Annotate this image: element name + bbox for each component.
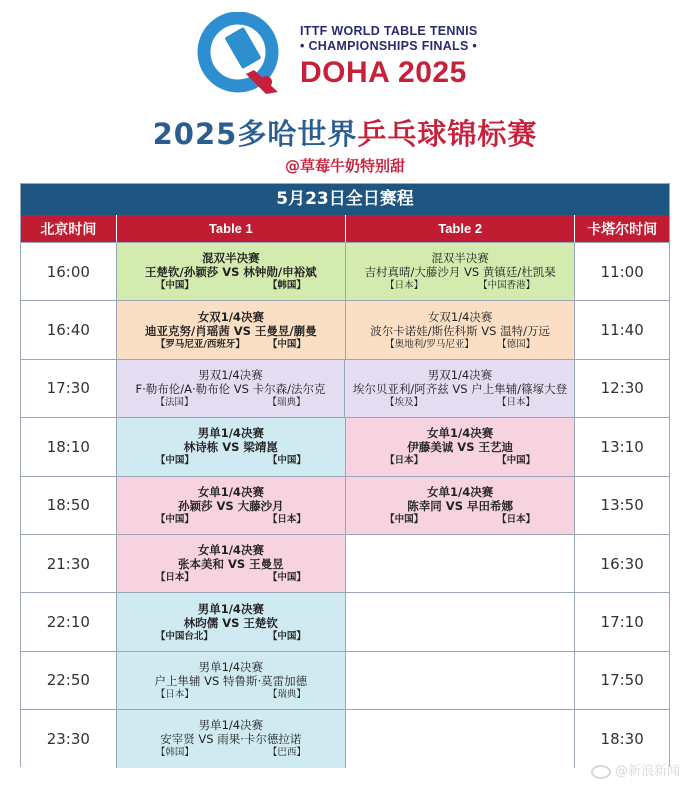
beijing-time: 16:00 xyxy=(21,243,117,300)
country-right: 【中国香港】 xyxy=(478,280,536,292)
match-cell-table-1 xyxy=(117,710,346,767)
title-part-2: 乒乓球锦标赛 xyxy=(357,117,538,151)
match-cell-table-1 xyxy=(117,652,346,709)
qatar-time: 18:30 xyxy=(575,710,669,767)
schedule-row xyxy=(21,359,669,417)
match-countries xyxy=(156,454,306,467)
country-left: 【中国】 xyxy=(155,513,194,525)
watermark xyxy=(591,760,680,779)
schedule-row xyxy=(21,651,669,709)
schedule-table xyxy=(20,183,670,767)
header-qatar-time: 卡塔尔时间 xyxy=(587,221,658,238)
match-cell-table-2 xyxy=(346,243,575,300)
page-title xyxy=(0,112,690,153)
match-countries xyxy=(156,571,306,584)
match-event: 女单1/4决赛 xyxy=(197,543,264,558)
beijing-time: 22:10 xyxy=(21,593,117,650)
match-players: F·勒布伦/A·勒布伦 VS 卡尔森/法尔克 xyxy=(135,381,326,396)
schedule-rows xyxy=(21,242,669,768)
match-event: 男双1/4决赛 xyxy=(427,367,493,382)
match-event: 混双半决赛 xyxy=(202,251,260,266)
country-right: 【韩国】 xyxy=(267,280,306,292)
match-cell-table-2 xyxy=(346,652,575,709)
country-left: 【日本】 xyxy=(385,455,424,467)
beijing-time: 18:50 xyxy=(21,477,117,534)
match-cell-table-2 xyxy=(345,360,575,417)
match-event: 女单1/4决赛 xyxy=(197,484,264,499)
match-players: 埃尔贝亚利/阿齐兹 VS 户上隼辅/篠塚大登 xyxy=(352,381,568,396)
match-countries xyxy=(156,513,306,526)
match-players: 王楚钦/孙颖莎 VS 林钟勋/申裕斌 xyxy=(145,265,317,280)
country-left: 【日本】 xyxy=(385,280,424,292)
match-cell-table-2 xyxy=(346,593,575,650)
beijing-time: 21:30 xyxy=(21,535,117,592)
country-right: 【中国】 xyxy=(267,572,306,584)
match-cell-table-1 xyxy=(117,477,346,534)
schedule-row xyxy=(21,709,669,767)
match-countries xyxy=(385,279,535,292)
match-players: 吉村真晴/大藤沙月 VS 黄镇廷/杜凯琹 xyxy=(364,265,556,280)
schedule-row xyxy=(21,592,669,650)
match-players: 林诗栋 VS 梁靖崑 xyxy=(183,440,278,455)
match-players: 陈幸同 VS 早田希娜 xyxy=(407,498,513,513)
country-right: 【日本】 xyxy=(497,513,536,525)
country-left: 【日本】 xyxy=(155,688,194,700)
match-event: 女单1/4决赛 xyxy=(427,426,494,441)
schedule-row xyxy=(21,534,669,592)
logo-line-3: DOHA 2025 xyxy=(300,56,467,89)
country-left: 【罗马尼亚/西班牙】 xyxy=(155,338,245,350)
match-cell-table-1 xyxy=(117,418,346,475)
country-right: 【中国】 xyxy=(267,630,306,642)
country-right: 【中国】 xyxy=(497,455,536,467)
qatar-time: 11:40 xyxy=(575,301,669,358)
match-players: 户上隼辅 VS 特鲁斯·莫雷加德 xyxy=(154,673,308,688)
match-countries xyxy=(385,513,535,526)
qatar-time: 13:10 xyxy=(575,418,669,475)
logo-text xyxy=(300,24,477,90)
country-left: 【埃及】 xyxy=(384,396,423,408)
match-cell-table-1 xyxy=(117,360,346,417)
country-right: 【瑞典】 xyxy=(267,396,306,408)
weibo-icon xyxy=(591,765,611,779)
country-right: 【巴西】 xyxy=(267,747,306,759)
country-right: 【中国】 xyxy=(267,455,306,467)
qatar-time: 12:30 xyxy=(575,360,669,417)
event-logo xyxy=(196,12,496,98)
match-cell-table-1 xyxy=(117,593,346,650)
schedule-row xyxy=(21,300,669,358)
header-beijing-time: 北京时间 xyxy=(21,215,117,242)
match-event: 混双半决赛 xyxy=(431,251,489,266)
schedule-row xyxy=(21,242,669,300)
title-part-1: 2025多哈世界 xyxy=(152,117,358,151)
match-players: 张本美和 VS 王曼昱 xyxy=(177,557,284,572)
match-cell-table-1 xyxy=(117,535,346,592)
qatar-time: 17:50 xyxy=(575,652,669,709)
country-left: 【中国】 xyxy=(385,513,424,525)
logo-line-2: • CHAMPIONSHIPS FINALS • xyxy=(300,39,478,53)
match-event: 男单1/4决赛 xyxy=(197,426,264,441)
match-event: 男单1/4决赛 xyxy=(197,601,264,616)
schedule-row xyxy=(21,476,669,534)
match-countries xyxy=(385,338,535,351)
match-event: 女单1/4决赛 xyxy=(427,484,494,499)
match-cell-table-2 xyxy=(346,301,575,358)
schedule-row xyxy=(21,417,669,475)
match-cell-table-1 xyxy=(117,243,346,300)
match-countries xyxy=(385,396,535,409)
watermark-text: @新浪新闻 xyxy=(614,764,680,779)
beijing-time: 22:50 xyxy=(21,652,117,709)
match-countries xyxy=(156,338,306,351)
country-left: 【韩国】 xyxy=(155,747,194,759)
match-event: 女双1/4决赛 xyxy=(197,309,264,324)
doha-q-logo-icon xyxy=(196,12,286,98)
country-left: 【日本】 xyxy=(155,572,194,584)
match-players: 迪亚克努/肖瑶茜 VS 王曼昱/蒯曼 xyxy=(145,323,317,338)
match-countries xyxy=(385,454,535,467)
country-right: 【德国】 xyxy=(497,338,536,350)
match-players: 安宰贤 VS 雨果·卡尔德拉诺 xyxy=(160,732,302,747)
match-players: 孙颖莎 VS 大藤沙月 xyxy=(177,498,284,513)
date-banner: 5月23日全日赛程 xyxy=(21,184,669,215)
match-players: 伊藤美诚 VS 王艺迪 xyxy=(407,440,513,455)
beijing-time: 18:10 xyxy=(21,418,117,475)
match-countries xyxy=(156,746,306,759)
match-cell-table-1 xyxy=(117,301,346,358)
qatar-time: 16:30 xyxy=(575,535,669,592)
match-cell-table-2 xyxy=(346,710,575,767)
beijing-time: 23:30 xyxy=(21,710,117,767)
match-cell-table-2 xyxy=(346,535,575,592)
match-countries xyxy=(156,630,306,643)
country-left: 【中国台北】 xyxy=(155,630,213,642)
qatar-time: 13:50 xyxy=(575,477,669,534)
match-cell-table-2 xyxy=(346,418,575,475)
match-players: 林昀儒 VS 王楚钦 xyxy=(183,615,278,630)
country-left: 【法国】 xyxy=(155,396,194,408)
header-table-1: Table 1 xyxy=(117,215,346,242)
country-right: 【中国】 xyxy=(267,338,306,350)
beijing-time: 16:40 xyxy=(21,301,117,358)
match-cell-table-2 xyxy=(346,477,575,534)
country-right: 【瑞典】 xyxy=(267,688,306,700)
logo-line-1: ITTF WORLD TABLE TENNIS xyxy=(300,24,478,38)
match-countries xyxy=(156,396,306,409)
country-left: 【中国】 xyxy=(155,280,194,292)
match-event: 女双1/4决赛 xyxy=(427,309,493,324)
country-right: 【日本】 xyxy=(496,396,535,408)
match-players: 波尔卡诺娃/斯佐科斯 VS 温特/万远 xyxy=(370,323,551,338)
beijing-time: 17:30 xyxy=(21,360,117,417)
match-event: 男单1/4决赛 xyxy=(198,718,264,733)
country-right: 【日本】 xyxy=(267,513,306,525)
match-countries xyxy=(156,688,306,701)
column-header-row xyxy=(21,215,669,242)
country-left: 【奥地利/罗马尼亚】 xyxy=(385,338,474,350)
match-event: 男双1/4决赛 xyxy=(198,367,263,382)
header-table-2: Table 2 xyxy=(346,215,575,242)
qatar-time: 11:00 xyxy=(575,243,669,300)
match-event: 男单1/4决赛 xyxy=(198,659,264,674)
qatar-time: 17:10 xyxy=(575,593,669,650)
author-credit: @草莓牛奶特别甜 xyxy=(284,157,405,175)
country-left: 【中国】 xyxy=(155,455,194,467)
match-countries xyxy=(156,279,306,292)
